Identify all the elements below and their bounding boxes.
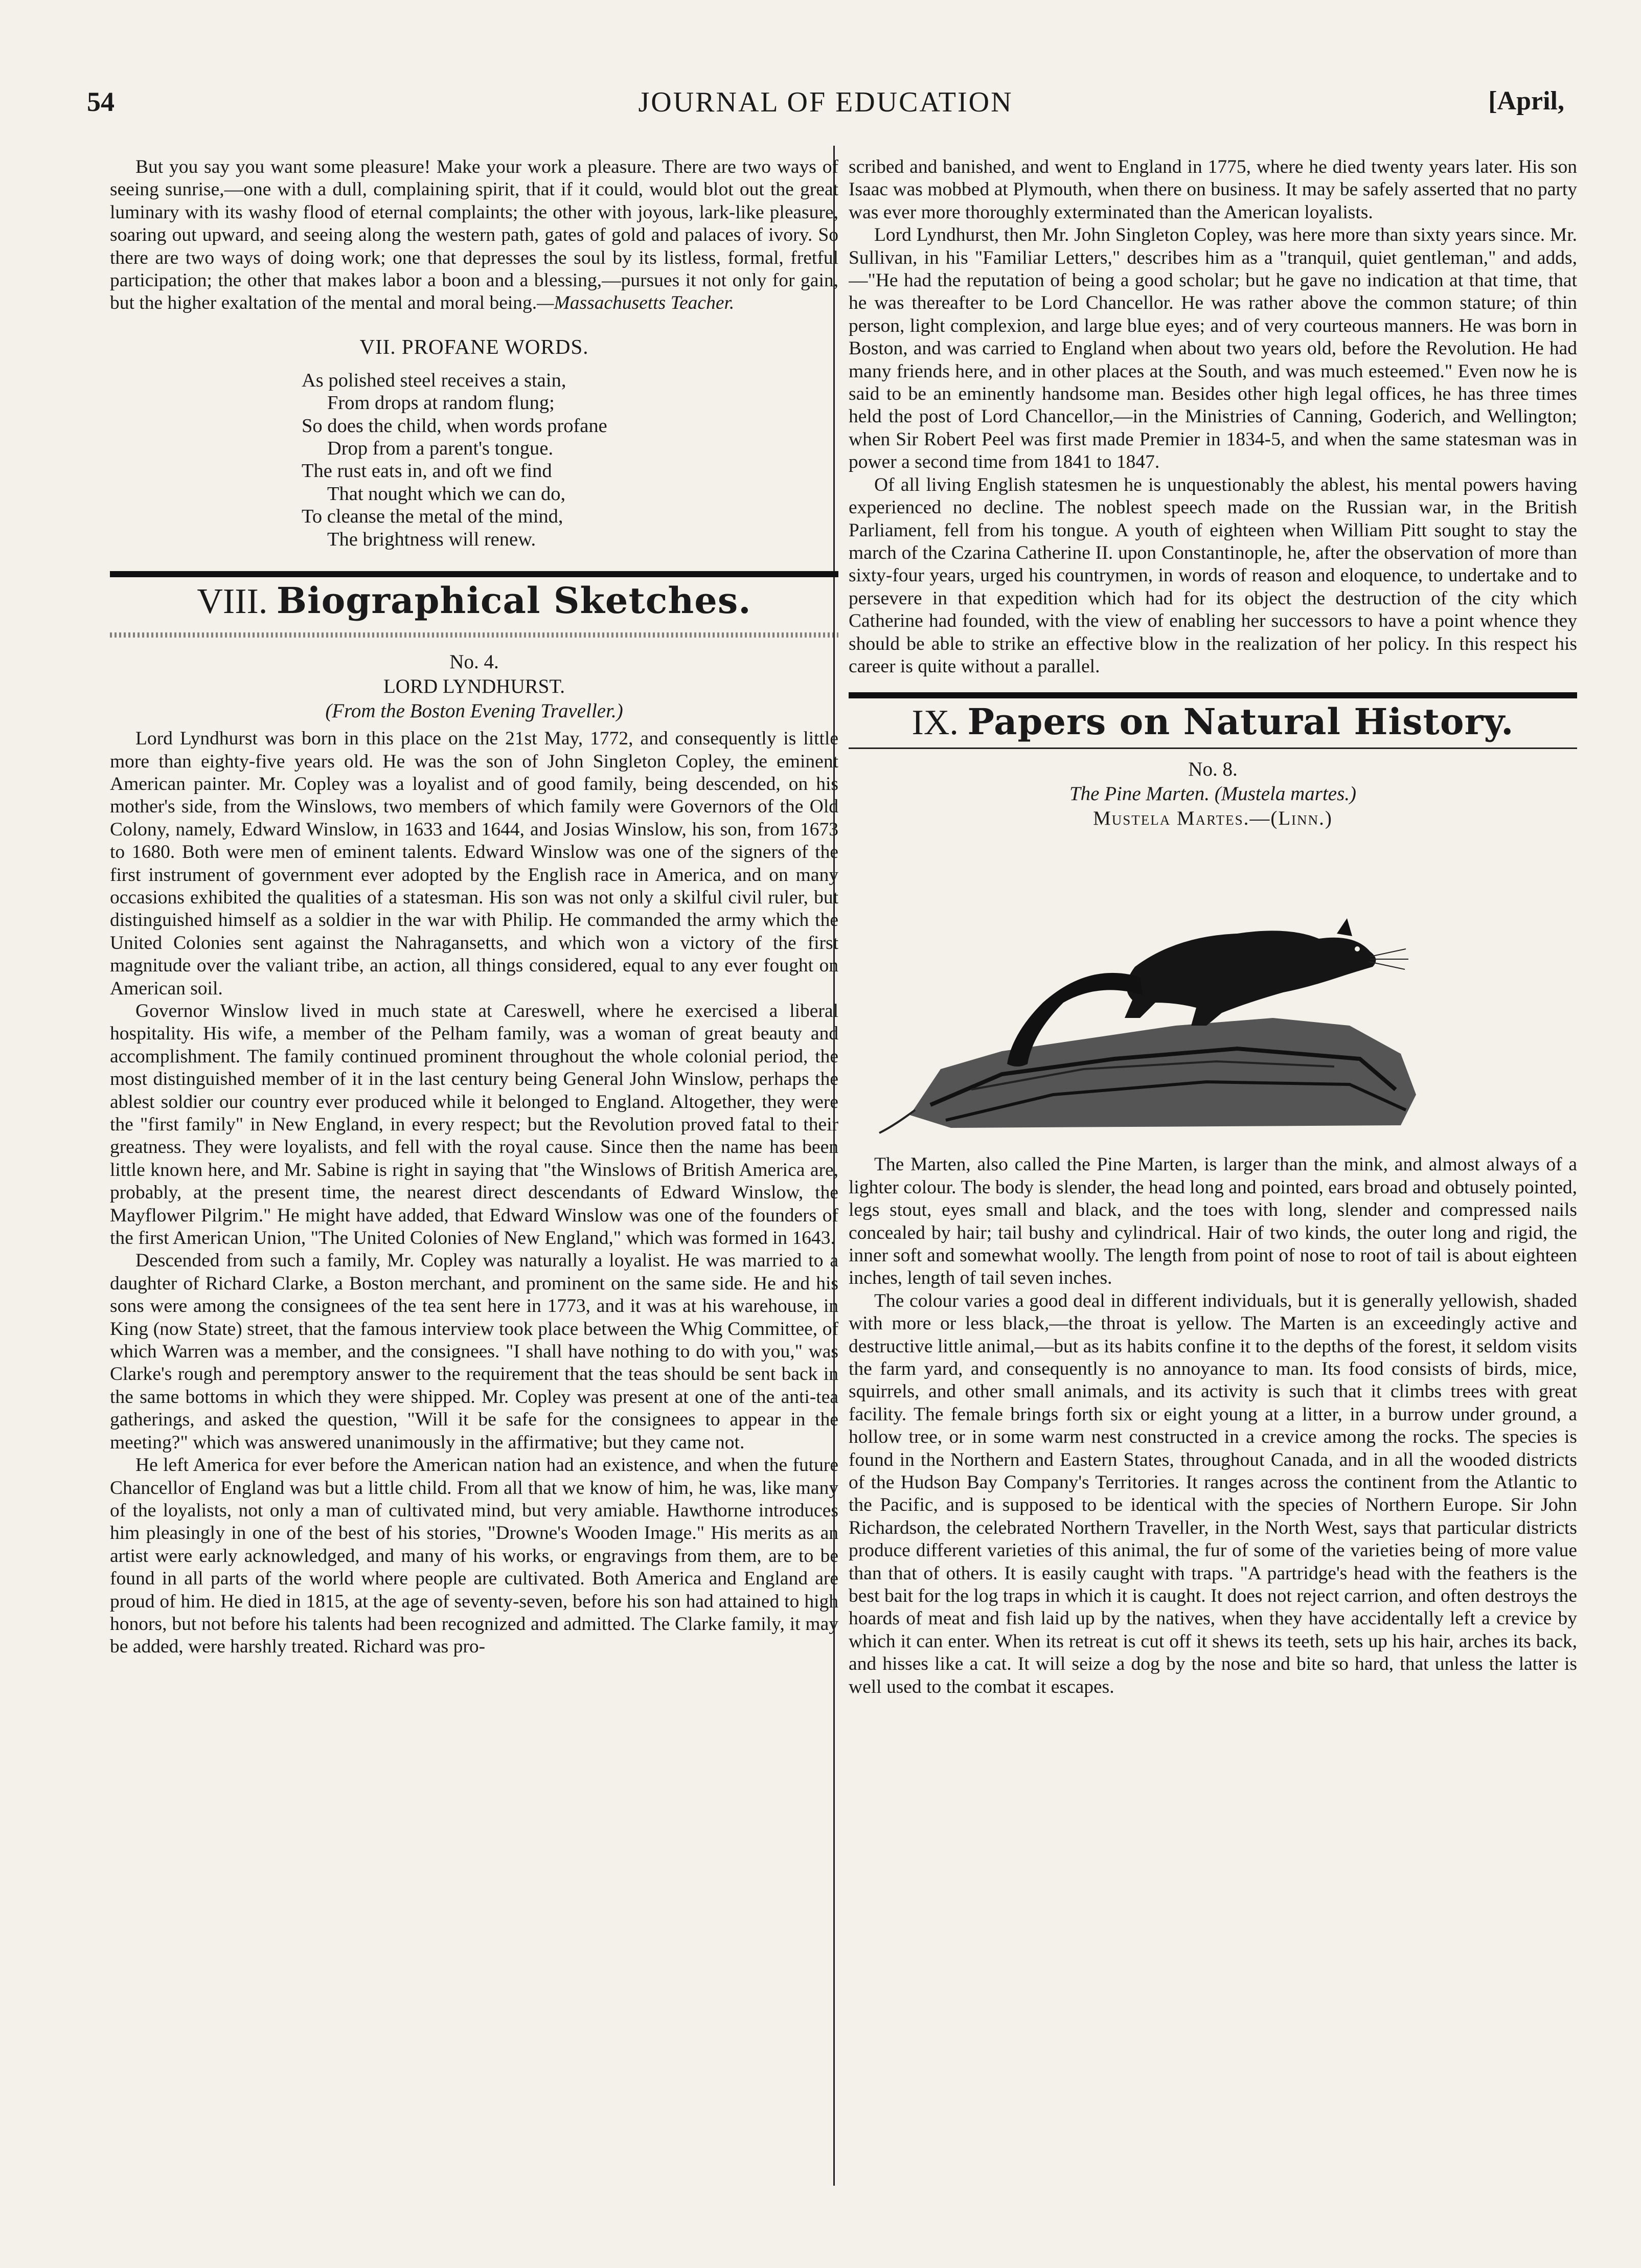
poem-line: To cleanse the metal of the mind, (302, 506, 563, 528)
intro-paragraph: But you say you want some pleasure! Make your work a pleasure. There are two ways of seeing sunrise,—one with a dull, complaining spirit, that if it could, would blot out the great luminary with its washy flood of eternal complaints; the other with joyous, lark-like pleasure, soaring out upward, and seeing along the western path, gates of gold and palaces of ivory. So there are two ways of doing work; one that depresses the soul by its listless, formal, fretful participation; the other that makes labor a boon and a blessing,—pursues it not only for gain, but the higher exaltation of the mental and moral being.—Massachusetts Teacher. (110, 156, 838, 314)
paragraph: Of all living English statesmen he is unquestionably the ablest, his mental powers having experienced no decline. The noblest speech made on the Russian war, in the British Parliament, fell from his tongue. A youth of eighteen when William Pitt sought to stay the march of the Czarina Catherine II. upon Constantinople, he, after the observation of more than sixty-four years, urged his countrymen, in words of reason and eloquence, to undertake and to persevere in that expedition which had for its object the destruction of the city which Catherine had founded, with the view of enabling her successors to have a point whence they should be able to strike an effective blow in the realization of her policy. In this respect his career is quite without a parallel. (849, 474, 1577, 677)
journal-title: JOURNAL OF EDUCATION (638, 86, 1013, 118)
issue-month: [April, (1488, 86, 1564, 116)
intro-signature: —Massachusetts Teacher. (537, 292, 735, 314)
section-number: IX. (911, 703, 959, 743)
section-rule (849, 692, 1577, 698)
right-column (849, 156, 1577, 2181)
paragraph: Descended from such a family, Mr. Copley was naturally a loyalist. He was married to a daughter of Richard Clarke, a Boston merchant, and prominent on the same side. He and his sons were among the consignees of the tea sent here in 1773, and it was at his warehouse, in King (now State) street, that the famous interview took place between the Whig Committee, of which Warren was a member, and the consignees. "I shall have nothing to do with you," was Clarke's rough and peremptory answer to the requirement that the teas should be sent back in the same bottoms in which they were shipped. Mr. Copley was present at one of the anti-tea gatherings, and asked the question, "Will it be safe for the consignees to appear in the meeting?" which was answered unanimously in the affirmative; but they came not. (110, 1250, 838, 1453)
paragraph: The Marten, also called the Pine Marten, is larger than the mink, and almost always of a lighter colour. The body is slender, the head long and pointed, ears broad and obtusely pointed, legs stout, eyes small and black, and the toes with long, slender and compressed nails concealed by hair; tail bushy and cylindrical. Hair of two kinds, the outer long and rigid, the inner soft and somewhat woolly. The length from point of nose to root of tail is about eighteen inches, length of tail seven inches. (849, 1154, 1577, 1289)
section-number: VIII. (197, 582, 268, 622)
marten-engraving-icon (849, 849, 1452, 1136)
poem-line: As polished steel receives a stain, (302, 369, 566, 391)
poem-line: From drops at random flung; (327, 392, 555, 414)
section-heading-biographical (110, 580, 838, 622)
section-title: Biographical Sketches. (276, 579, 751, 622)
article-title: The Pine Marten. (Mustela martes.) (1069, 783, 1357, 805)
poem (302, 369, 838, 551)
section-underline (849, 747, 1577, 749)
paragraph: The colour varies a good deal in different individuals, but it is generally yellowish, shaded with more or less black,—the throat is yellow. The Marten is an exceedingly active and destructive little animal,—but as its habits confine it to the depths of the forest, it seldom visits the farm yard, and consequently is no annoyance to man. Its food consists of birds, mice, squirrels, and other small animals, and its activity is such that it climbs trees with great facility. The female brings forth six or eight young at a litter, in a burrow under ground, a hollow tree, or in some warm nest constructed in a crevice among the rocks. The species is found in the Northern and Eastern States, throughout Canada, and in all the wooded districts of the Hudson Bay Company's Territories. It ranges across the continent from the Atlantic to the Pacific, and is supposed to be identical with the species of Northern Europe. Sir John Richardson, the celebrated Northern Traveller, in the North West, says that particular districts produce different varieties of this animal, the fur of some of the varieties being of more value than that of others. It is easily caught with traps. "A partridge's head with the feathers is the best bait for the log traps in which it is caught. It does not reject carrion, and often destroys the hoards of meat and fish laid up by the natives, when they have accidentally left a crevice by which it can enter. When its retreat is cut off it shews its teeth, sets up his hair, arches its back, and hisses like a cat. It will seize a dog by the nose and bite so hard, that unless the latter is well used to the combat it escapes. (849, 1290, 1577, 1697)
section-title: Papers on Natural History. (967, 700, 1514, 743)
article-source: (From the Boston Evening Traveller.) (325, 700, 623, 722)
article-number: No. 8. (1188, 758, 1238, 781)
paragraph: Governor Winslow lived in much state at Careswell, where he exercised a liberal hospitality. His wife, a member of the Pelham family, was a woman of great beauty and accomplishment. The family continued prominent throughout the whole colonial period, the most distinguished member of it in the last century being General John Winslow, perhaps the ablest soldier our country ever produced while it belonged to England. Altogether, they were the "first family" in New England, in every respect; but the Revolution proved fatal to their greatness. They were loyalists, and fell with the royal cause. Since then the name has been little known here, and Mr. Sabine is right in saying that "the Winslows of British America are, probably, at the present time, the nearest direct descendants of Edward Winslow, the Mayflower Pilgrim." He might have added, that Edward Winslow was one of the founders of the first American Union, "The United Colonies of New England," which was formed in 1643. (110, 1000, 838, 1249)
paragraph: scribed and banished, and went to England in 1775, where he died twenty years later. His son Isaac was mobbed at Plymouth, when there on business. It may be safely asserted that no party was ever more thoroughly exterminated than the American loyalists. (849, 156, 1577, 223)
poem-line: That nought which we can do, (327, 483, 566, 505)
article-number: No. 4. (449, 651, 499, 673)
paragraph: Lord Lyndhurst was born in this place on the 21st May, 1772, and consequently is little more than eighty-five years old. He was the son of John Singleton Copley, the eminent American painter. Mr. Copley was a loyalist and of good family, being descended, on his mother's side, from the Winslows, two members of which family were Governors of the Old Colony, namely, Edward Winslow, in 1633 and 1644, and Josias Winslow, his son, from 1673 to 1680. Both were men of eminent talents. Edward Winslow was one of the signers of the first instrument of government ever adopted by the English race in America, and on many occasions exhibited the qualities of a statesman. His son was not only a skilful civil ruler, but distinguished himself as a soldier in the war with Philip. He commanded the army which the United Colonies sent against the Nahragansetts, and which won a victory of the first magnitude over the valiant tribe, an action, all things considered, equal to any ever fought on American soil. (110, 728, 838, 999)
wavy-rule (110, 632, 838, 638)
page-number: 54 (87, 86, 115, 117)
article-title: LORD LYNDHURST. (383, 675, 565, 698)
paragraph: Lord Lyndhurst, then Mr. John Singleton Copley, was here more than sixty years since. Mr. Sullivan, in his "Familiar Letters," describes him as a "tranquil, quiet gentleman," and adds,—"He had the reputation of being a good scholar; but he gave no indication at that time, that he was thereafter to be Lord Chancellor. He was rather above the common stature; of thin person, light complexion, and large blue eyes; and of very courteous manners. He was born in Boston, and was carried to England when about two years old, before the Revolution. He had many friends here, and in other places at the South, and was much esteemed." Even now he is said to be an eminently handsome man. Besides other high legal offices, he has three times held the post of Lord Chancellor,—in the Ministries of Canning, Goderich, and Wellington; when Sir Robert Peel was first made Premier in 1834-5, and when the same statesman was in power a second time from 1841 to 1847. (849, 224, 1577, 473)
poem-line: The brightness will renew. (327, 528, 536, 550)
poem-line: Drop from a parent's tongue. (327, 438, 554, 460)
article-subtitle: Mustela Martes.—(Linn.) (1093, 807, 1333, 830)
section-heading-natural-history (849, 701, 1577, 743)
poem-title: VII. PROFANE WORDS. (359, 334, 589, 358)
poem-line: The rust eats in, and oft we find (302, 460, 552, 482)
left-column (110, 156, 838, 2181)
page-header (87, 86, 1564, 127)
section-rule (110, 571, 838, 577)
paragraph: He left America for ever before the American nation had an existence, and when the future Chancellor of England was but a little child. From all that we know of him, he was, like many of the loyalists, not only a man of cultivated mind, but very amiable. Hawthorne introduces him pleasingly in one of the best of his stories, "Drowne's Wooden Image." His merits as an artist were early acknowledged, and many of his works, or engravings from them, are to be found in all parts of the world where people are cultivated. Both America and England are proud of him. He died in 1815, at the age of seventy-seven, before his son had attained to high honors, but not before his talents had been recognized and admitted. The Clarke family, it may be added, were harshly treated. Richard was pro- (110, 1455, 838, 1658)
poem-line: So does the child, when words profane (302, 415, 607, 437)
